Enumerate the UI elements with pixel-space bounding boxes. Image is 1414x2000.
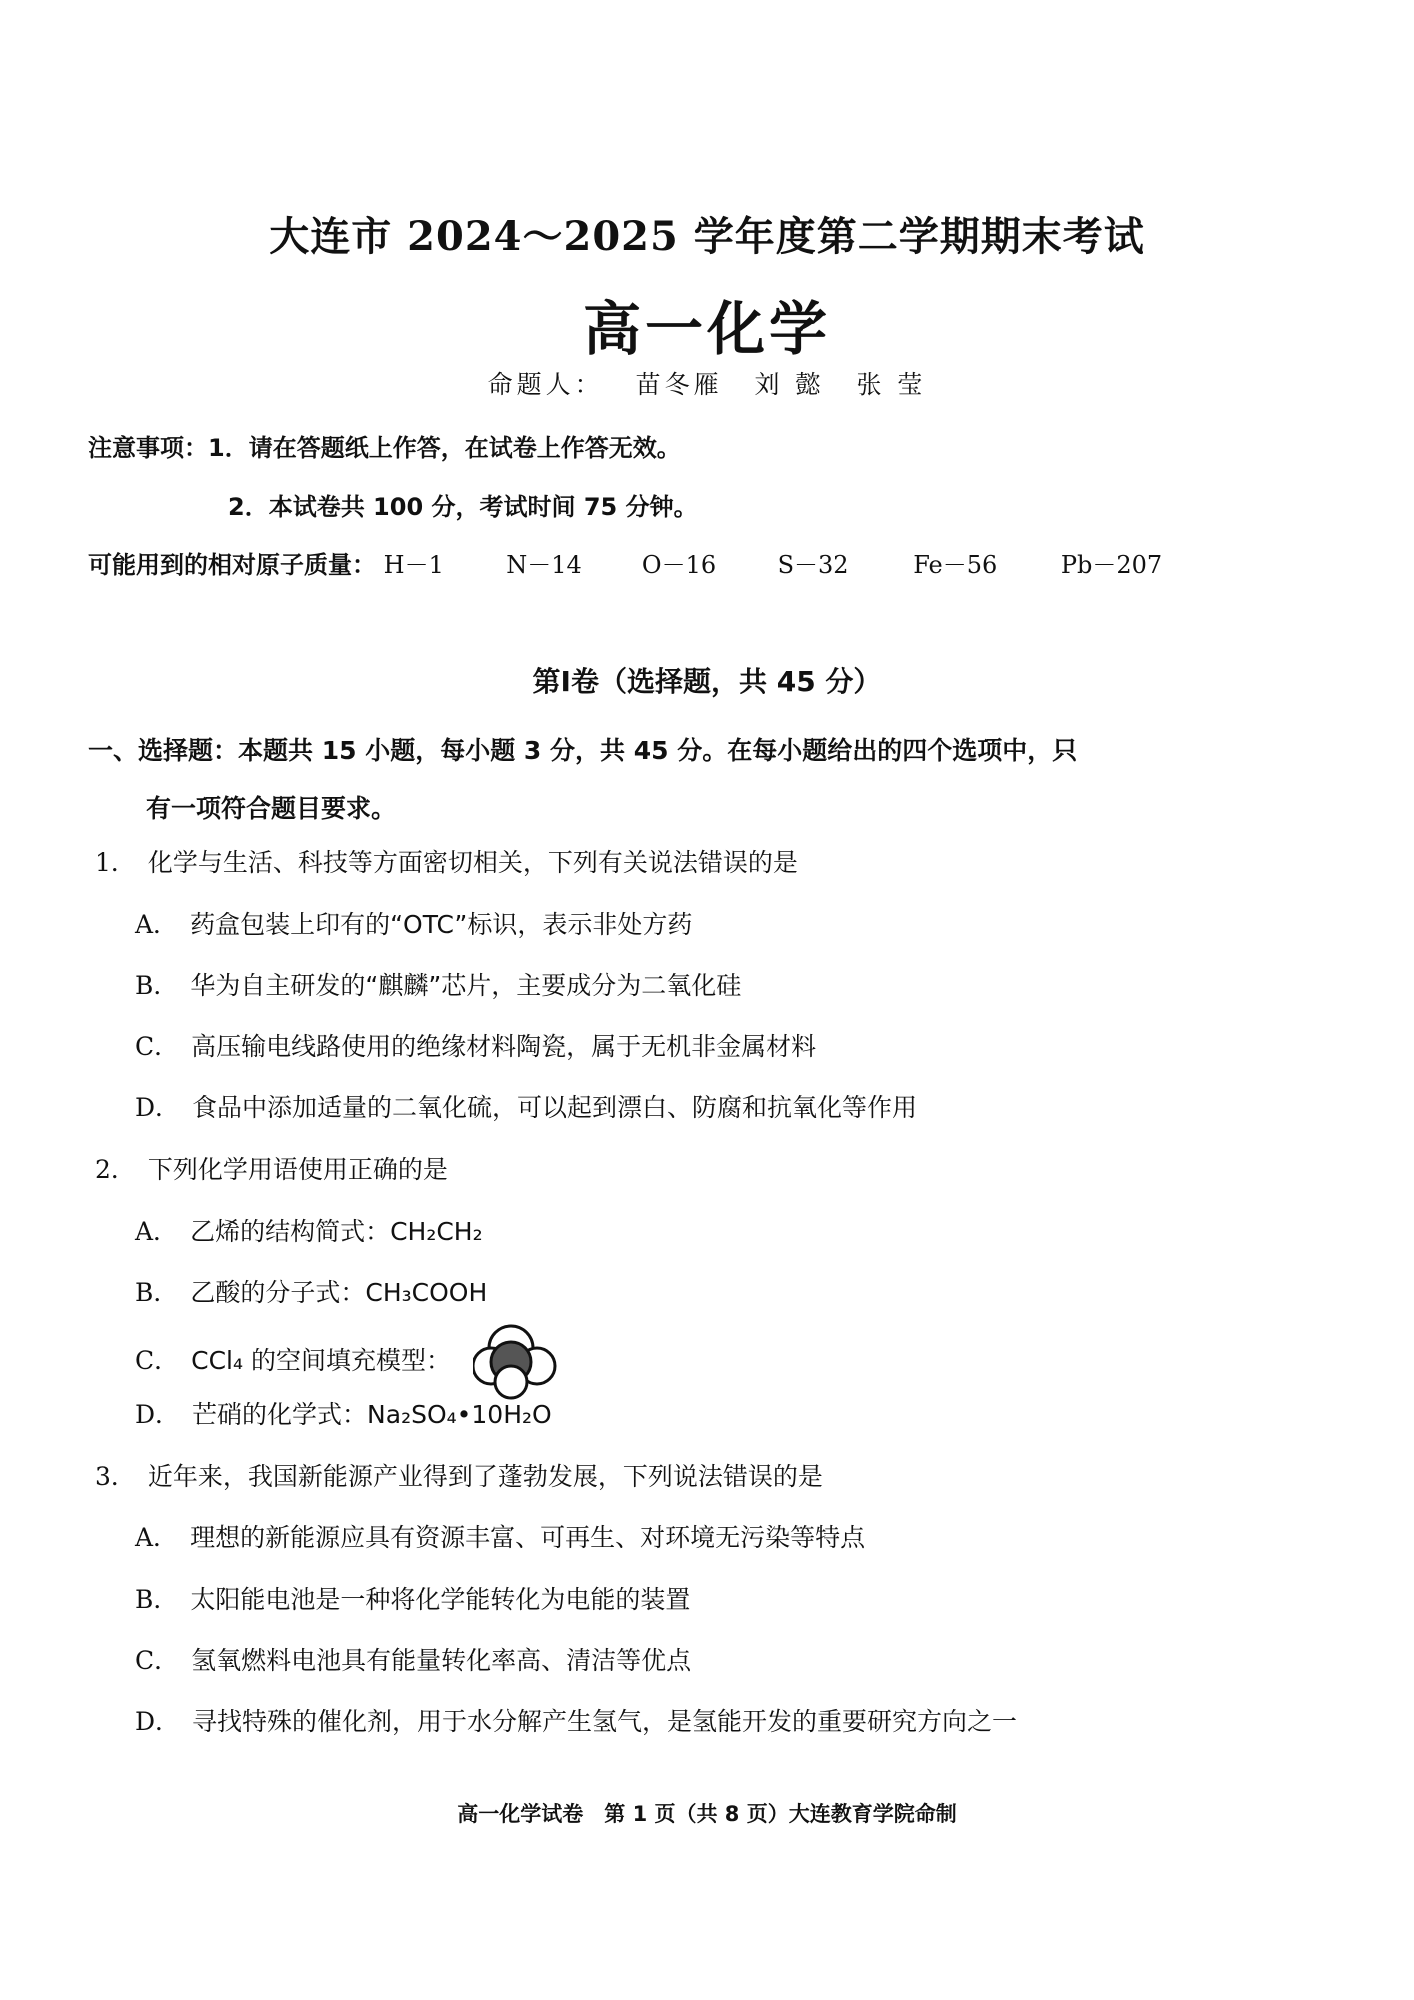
atomic-mass-o: O－16 [641, 551, 717, 579]
option-text: 药盒包装上印有的“OTC”标识，表示非处方药 [190, 910, 693, 939]
option-text: 太阳能电池是一种将化学能转化为电能的装置 [190, 1585, 691, 1614]
section-title: 第Ⅰ卷（选择题，共 45 分） [532, 665, 882, 698]
option-letter: A． [135, 1523, 179, 1552]
atomic-mass-s: S－32 [777, 551, 849, 579]
page-footer: 高一化学试卷 第 1 页（共 8 页）大连教育学院命制 [457, 1802, 957, 1826]
question-number: 2． [95, 1155, 136, 1184]
question-2-option-a [135, 1212, 483, 1248]
option-letter: B． [135, 971, 179, 1000]
question-text: 化学与生活、科技等方面密切相关，下列有关说法错误的是 [147, 848, 798, 877]
atomic-mass-fe: Fe－56 [913, 551, 998, 579]
option-letter: A． [135, 910, 179, 939]
instruction-line-2: 有一项符合题目要求。 [146, 794, 397, 823]
option-letter: D． [135, 1400, 181, 1429]
question-2-option-d [135, 1395, 552, 1431]
question-3-option-b [135, 1580, 690, 1616]
subject-title: 高一化学 [582, 295, 831, 363]
atomic-masses-label: 可能用到的相对原子质量： [88, 551, 376, 579]
question-1-option-b [135, 966, 741, 1002]
question-2-option-c [135, 1322, 563, 1402]
question-1-option-a [135, 905, 692, 941]
question-1-stem [95, 843, 798, 879]
option-text: 寻找特殊的催化剂，用于水分解产生氢气，是氢能开发的重要研究方向之一 [192, 1707, 1018, 1736]
question-3-option-d [135, 1702, 1017, 1738]
option-letter: C． [135, 1646, 180, 1675]
question-1-option-d [135, 1088, 917, 1124]
question-1-option-c [135, 1027, 816, 1063]
question-3-option-a [135, 1518, 865, 1554]
option-text: 乙酸的分子式：CH₃COOH [190, 1278, 488, 1307]
ccl4-space-filling-model-icon [473, 1322, 563, 1402]
instruction-line-1: 一、选择题：本题共 15 小题，每小题 3 分，共 45 分。在每小题给出的四个选项中，只 [88, 736, 1078, 765]
atomic-mass-n: N－14 [506, 551, 582, 579]
option-text: 食品中添加适量的二氧化硫，可以起到漂白、防腐和抗氧化等作用 [192, 1093, 918, 1122]
option-letter: B． [135, 1278, 179, 1307]
authors-line [0, 365, 1414, 401]
notice-text-1: 1．请在答题纸上作答，在试卷上作答无效。 [208, 434, 681, 462]
option-text: 芒硝的化学式：Na₂SO₄•10H₂O [192, 1400, 552, 1429]
option-text: 华为自主研发的“麒麟”芯片，主要成分为二氧化硅 [190, 971, 742, 1000]
author-name: 刘 懿 [754, 370, 825, 399]
atomic-mass-pb: Pb－207 [1060, 551, 1163, 579]
question-text: 下列化学用语使用正确的是 [147, 1155, 448, 1184]
option-text: 氢氧燃料电池具有能量转化率高、清洁等优点 [191, 1646, 692, 1675]
notice-label: 注意事项： [88, 434, 208, 462]
question-number: 3． [95, 1462, 136, 1491]
option-text: 乙烯的结构简式：CH₂CH₂ [190, 1217, 483, 1246]
exam-title: 大连市 2024～2025 学年度第二学期期末考试 [269, 213, 1145, 260]
question-3-stem [95, 1457, 823, 1493]
atomic-mass-h: H－1 [383, 551, 444, 579]
authors-label: 命题人： [487, 370, 604, 399]
option-letter: C． [135, 1346, 180, 1375]
question-2-stem [95, 1150, 448, 1186]
question-2-option-b [135, 1273, 487, 1309]
option-letter: D． [135, 1707, 181, 1736]
author-name: 张 莹 [856, 370, 927, 399]
option-letter: B． [135, 1585, 179, 1614]
option-text: 理想的新能源应具有资源丰富、可再生、对环境无污染等特点 [190, 1523, 866, 1552]
option-letter: A． [135, 1217, 179, 1246]
option-letter: C． [135, 1032, 180, 1061]
notice-item-2: 2．本试卷共 100 分，考试时间 75 分钟。 [228, 493, 698, 521]
atomic-masses [88, 545, 1162, 580]
author-name: 苗冬雁 [635, 370, 723, 399]
question-number: 1． [95, 848, 136, 877]
question-3-option-c [135, 1641, 691, 1677]
option-text: CCl₄ 的空间填充模型： [191, 1346, 451, 1375]
notice-item-1 [88, 428, 681, 463]
section-instructions [88, 722, 1178, 838]
question-text: 近年来，我国新能源产业得到了蓬勃发展，下列说法错误的是 [147, 1462, 823, 1491]
option-letter: D． [135, 1093, 181, 1122]
option-text: 高压输电线路使用的绝缘材料陶瓷，属于无机非金属材料 [191, 1032, 817, 1061]
